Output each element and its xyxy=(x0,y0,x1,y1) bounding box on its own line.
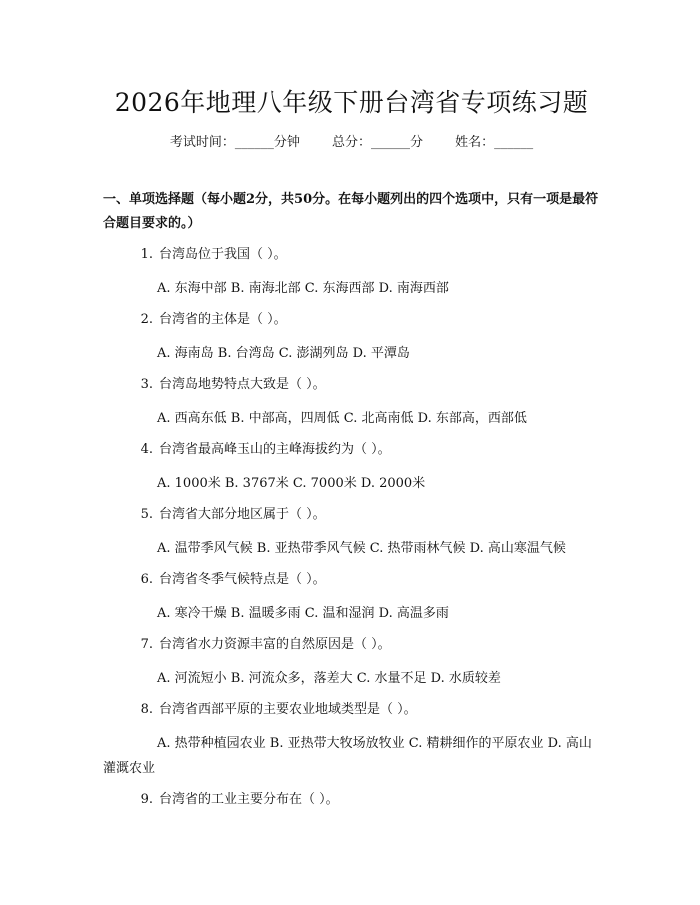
question-options: A. 海南岛 B. 台湾岛 C. 澎湖列岛 D. 平潭岛 xyxy=(157,346,410,361)
question-stem: 台湾省的主体是（ ）。 xyxy=(159,312,287,327)
question-number: 2. xyxy=(140,312,153,327)
exam-info-line xyxy=(103,133,600,153)
question-number: 7. xyxy=(140,637,153,652)
question-stem: 台湾岛地势特点大致是（ ）。 xyxy=(159,377,326,392)
question-options: A. 东海中部 B. 南海北部 C. 东海西部 D. 南海西部 xyxy=(157,281,449,296)
question-item-2 xyxy=(103,307,600,366)
question-item-7 xyxy=(103,632,600,691)
question-stem: 台湾岛位于我国（ ）。 xyxy=(159,247,287,262)
question-list xyxy=(103,242,600,813)
question-stem: 台湾省大部分地区属于（ ）。 xyxy=(159,507,326,522)
question-options: A. 温带季风气候 B. 亚热带季风气候 C. 热带雨林气候 D. 高山寒温气候 xyxy=(157,541,566,556)
question-item-3 xyxy=(103,372,600,431)
question-item-8 xyxy=(103,697,600,781)
question-options: A. 西高东低 B. 中部高，四周低 C. 北高南低 D. 东部高，西部低 xyxy=(157,411,527,426)
question-number: 4. xyxy=(140,442,153,457)
student-name-field: 姓名：______ xyxy=(455,135,534,150)
question-options: A. 热带种植园农业 B. 亚热带大牧场放牧业 C. 精耕细作的平原农业 D. 高山灌溉农业 xyxy=(103,736,592,776)
question-stem: 台湾省西部平原的主要农业地域类型是（ ）。 xyxy=(159,702,417,717)
question-number: 9. xyxy=(140,792,153,807)
question-stem: 台湾省最高峰玉山的主峰海拔约为（ ）。 xyxy=(159,442,391,457)
question-stem: 台湾省冬季气候特点是（ ）。 xyxy=(159,572,326,587)
total-score-field: 总分：______分 xyxy=(331,135,423,150)
question-number: 1. xyxy=(140,247,153,262)
question-options: A. 寒冷干燥 B. 温暖多雨 C. 温和湿润 D. 高温多雨 xyxy=(157,606,449,621)
question-number: 3. xyxy=(140,377,153,392)
question-options: A. 河流短小 B. 河流众多，落差大 C. 水量不足 D. 水质较差 xyxy=(157,671,501,686)
question-stem: 台湾省水力资源丰富的自然原因是（ ）。 xyxy=(159,637,391,652)
question-item-6 xyxy=(103,567,600,626)
question-item-5 xyxy=(103,502,600,561)
section-heading: 一、单项选择题（每小题2分，共50分。在每小题列出的四个选项中，只有一项是最符合题目要求的。） xyxy=(103,192,599,231)
question-item-9 xyxy=(103,787,600,813)
question-number: 8. xyxy=(140,702,153,717)
exam-time-field: 考试时间：______分钟 xyxy=(169,135,300,150)
question-number: 6. xyxy=(140,572,153,587)
question-stem: 台湾省的工业主要分布在（ ）。 xyxy=(159,792,339,807)
question-number: 5. xyxy=(140,507,153,522)
page-title: 2026年地理八年级下册台湾省专项练习题 xyxy=(114,88,589,117)
question-item-4 xyxy=(103,437,600,496)
question-options: A. 1000米 B. 3767米 C. 7000米 D. 2000米 xyxy=(157,476,426,491)
question-item-1 xyxy=(103,242,600,301)
